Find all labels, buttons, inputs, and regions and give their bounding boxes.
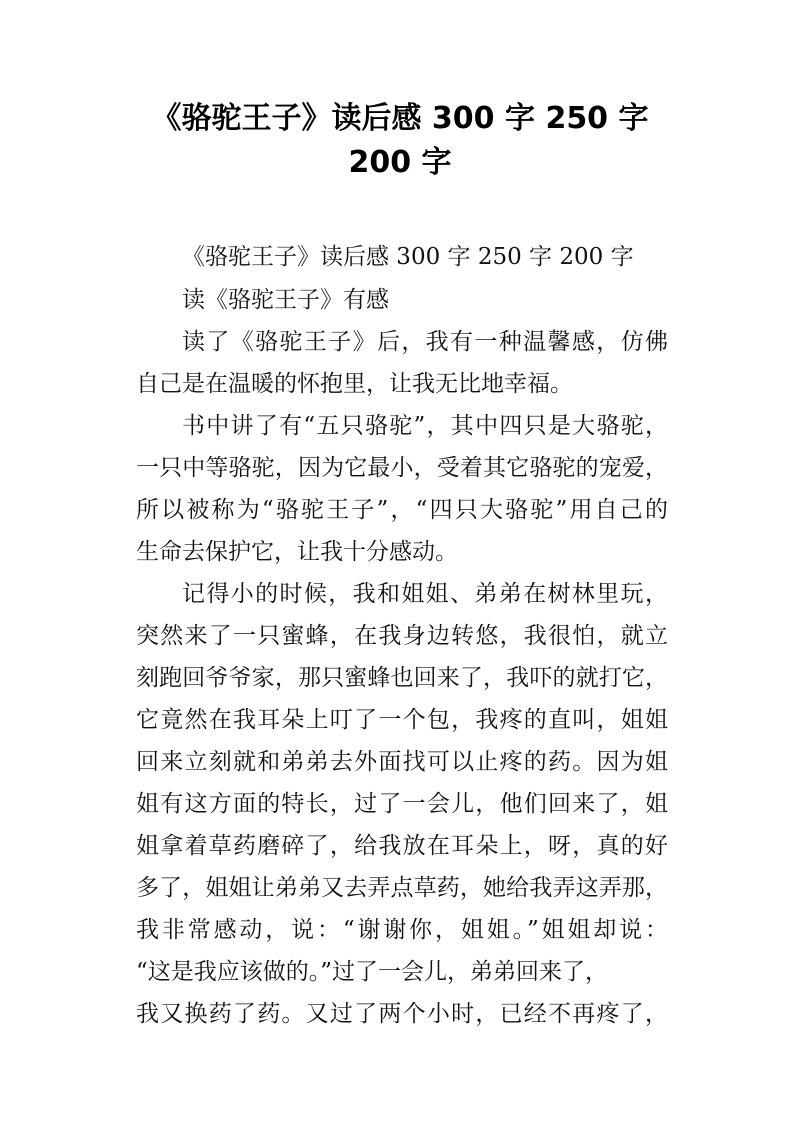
subtitle-line: 《骆驼王子》读后感 300 字 250 字 200 字	[182, 244, 634, 270]
paragraph-line: 自己是在温暖的怀抱里，让我无比地幸福。	[136, 371, 573, 397]
paragraph-line: 回来立刻就和弟弟去外面找可以止疼的药。因为姐	[136, 749, 668, 775]
paragraph-line: 所以被称为“骆驼王子”，“四只大骆驼”用自己的	[136, 497, 668, 523]
paragraph-line: 它竟然在我耳朵上叮了一个包，我疼的直叫，姐姐	[136, 707, 668, 733]
paragraph-line: 书中讲了有“五只骆驼”，其中四只是大骆驼，	[182, 413, 668, 439]
paragraph-line: 读了《骆驼王子》后，我有一种温馨感，仿佛	[182, 329, 668, 355]
document-title-line-2: 200 字	[348, 145, 452, 180]
document-title-line-1: 《骆驼王子》读后感 300 字 250 字	[151, 101, 649, 136]
paragraph-line: 刻跑回爷爷家，那只蜜蜂也回来了，我吓的就打它，	[136, 665, 668, 691]
paragraph-line: 生命去保护它，让我十分感动。	[136, 539, 458, 565]
paragraph-line: “这是我应该做的。”过了一会儿，弟弟回来了，	[136, 959, 609, 985]
paragraph-line: 记得小的时候，我和姐姐、弟弟在树林里玩，	[182, 581, 668, 607]
paragraph-line: 多了，姐姐让弟弟又去弄点草药，她给我弄这弄那，	[136, 875, 668, 901]
paragraph-line: 我又换药了药。又过了两个小时，已经不再疼了，	[136, 1001, 668, 1027]
essay-heading: 读《骆驼王子》有感	[182, 287, 389, 313]
paragraph-line: 姐拿着草药磨碎了，给我放在耳朵上，呀，真的好	[136, 833, 668, 859]
paragraph-line: 一只中等骆驼，因为它最小，受着其它骆驼的宠爱，	[136, 455, 668, 481]
paragraph-line: 突然来了一只蜜蜂，在我身边转悠，我很怕，就立	[136, 623, 668, 649]
paragraph-line: 我非常感动，说：“谢谢你，姐姐。”姐姐却说：	[136, 917, 668, 943]
paragraph-line: 姐有这方面的特长，过了一会儿，他们回来了，姐	[136, 791, 668, 817]
